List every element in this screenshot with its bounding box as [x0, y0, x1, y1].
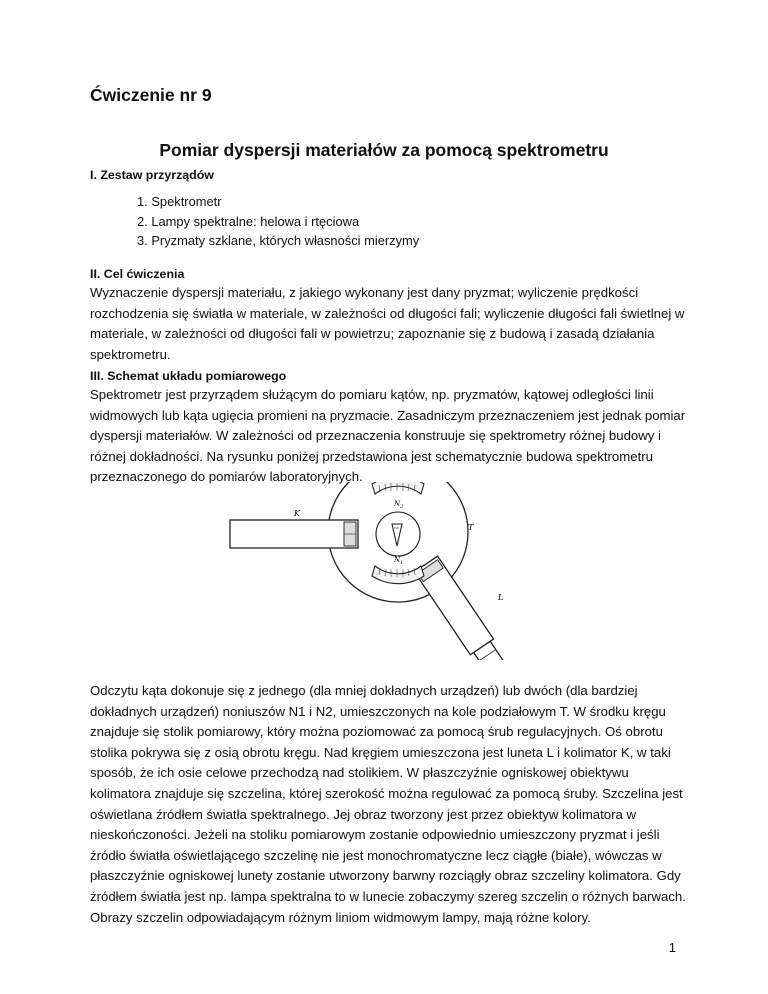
label-vernier-n2-sub: 2: [400, 504, 404, 510]
section-3-heading: III. Schemat układu pomiarowego: [90, 369, 287, 383]
label-vernier-n2-letter: N: [394, 500, 401, 508]
list-item: 2. Lampy spektralne: helowa i rtęciowa: [137, 213, 360, 229]
main-title: Pomiar dyspersji materiałów za pomocą spektrometru: [159, 140, 609, 160]
page-number: 1: [668, 940, 676, 955]
label-vernier-n1-sub: 1: [400, 560, 404, 566]
section-3-paragraph-2: Odczytu kąta dokonuje się z jednego (dla mniej dokładnych urządzeń) lub dwóch (dla bardziej dokładnych urządzeń) noniuszów N1 i N2, umieszczonych na kole podziałowym T. W środku kręgu znajduje się stolik pomiarowy, który można poziomować za pomocą śrub regulacyjnych. Oś obrotu stolika pokrywa się z osią obrotu kręgu. Nad kręgiem umieszczona jest luneta L i kolimator K, w taki sposób, że ich osie celowe przechodzą nad stolikiem. W płaszczyźnie ogniskowej obiektywu kolimatora znajduje się szczelina, której szerokość można regulować za pomocą śruby. Szczelina jest oświetlana źródłem światła spektralnego. Jej obraz tworzony jest przez obiektyw kolimatora w nieskończoności. Jeżeli na stoliku pomiarowym zostanie odpowiednio umieszczony pryzmat i jeśli źródło światła oświetlającego szczelinę nie jest monochromatyczne lecz ciągłe (białe), wówczas w płaszczyźnie ogniskowej lunety zostanie utworzony barwny rozciągły obraz szczeliny kolimatora. Gdy źródłem światła jest np. lampa spektralna to w lunecie zobaczymy szereg szczelin o różnych barwach. Obrazy szczelin odpowiadającym różnym liniom widmowym lampy, mają różne kolory.: [90, 683, 686, 925]
section-1-heading: I. Zestaw przyrządów: [90, 168, 214, 182]
label-collimator: K: [294, 509, 300, 518]
label-vernier-n2: [393, 500, 403, 510]
equipment-list: [137, 192, 419, 251]
telescope: [414, 556, 505, 660]
label-vernier-n1-letter: N: [394, 556, 401, 564]
list-item: 1. Spektrometr: [137, 194, 222, 209]
exercise-title: Ćwiczenie nr 9: [90, 85, 212, 105]
collimator: [230, 520, 358, 548]
section-3-paragraph-1: Spektrometr jest przyrządem służącym do pomiaru kątów, np. pryzmatów, kątowej odległości linii widmowych lub kąta ugięcia promieni na pryzmacie. Zasadniczym przeznaczeniem jest jednak pomiar dyspersji materiałów. W zależności od przeznaczenia konstruuje się spektrometry różnej budowy i różnej dokładności. Na rysunku poniżej przedstawiona jest schematycznie budowa spektrometru przeznaczonego do pomiarów laboratoryjnych.: [90, 387, 686, 485]
label-vernier-n1: [393, 556, 403, 566]
section-2-paragraph: Wyznaczenie dyspersji materiału, z jakiego wykonany jest dany pryzmat; wyliczenie prędkości rozchodzenia się światła w materiale, w zależności od długości fali; wyliczenie długości fali świetlnej w materiale, w zależności od długości fali w powietrzu; zapoznanie się z budową i zasadą działania spektrometru.: [90, 285, 685, 362]
vernier-n2: [372, 482, 424, 494]
spectrometer-diagram: [222, 482, 552, 660]
list-item: 3. Pryzmaty szklane, których własności mierzymy: [137, 233, 420, 249]
label-telescope: L: [498, 593, 504, 602]
label-circle: T: [468, 523, 474, 532]
section-2-heading: II. Cel ćwiczenia: [90, 267, 185, 281]
